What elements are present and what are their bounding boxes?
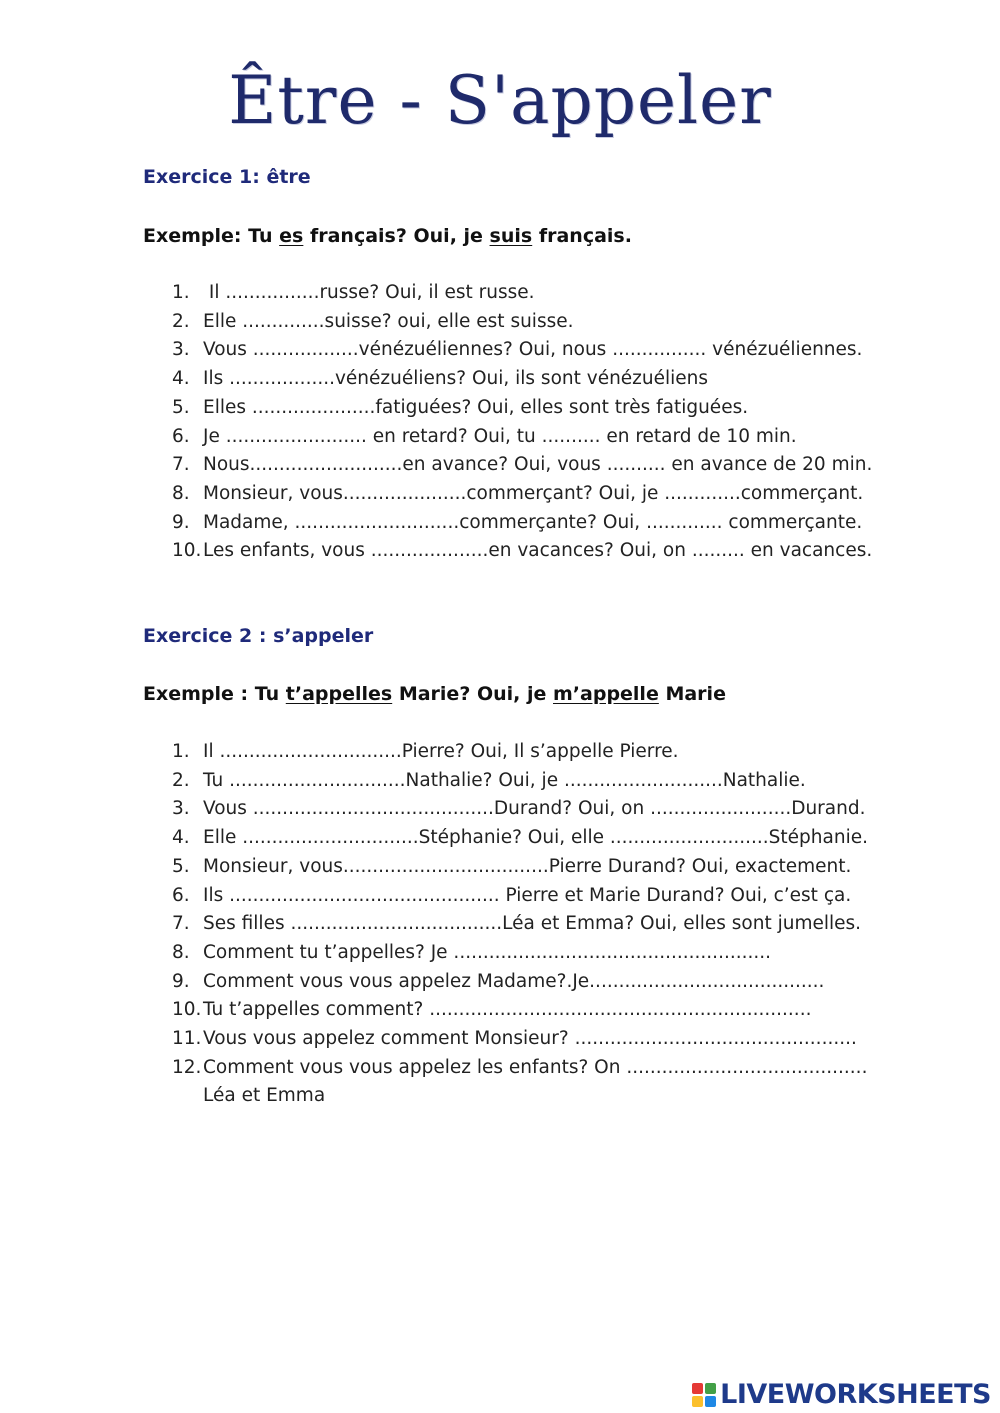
list-item bbox=[172, 1054, 868, 1111]
item-text: Comment vous vous appelez les enfants? On ......................................... bbox=[203, 1056, 868, 1078]
item-number: 9. bbox=[172, 970, 190, 992]
item-text: Vous .........................................Durand? Oui, on ........................Durand. bbox=[203, 798, 866, 820]
item-text: Ils ..................vénézuéliens? Oui, ils sont vénézuéliens bbox=[203, 368, 709, 390]
example-text: français. bbox=[532, 225, 632, 247]
item-text: Tu t’appelles comment? ................................................................. bbox=[203, 999, 812, 1021]
item-number: 8. bbox=[172, 941, 190, 963]
example-underlined: m’appelle bbox=[553, 683, 659, 705]
item-number: 10. bbox=[172, 540, 202, 562]
list-item bbox=[172, 279, 872, 308]
list-item bbox=[172, 767, 868, 796]
item-text: Monsieur, vous...................................Pierre Durand? Oui, exactement. bbox=[203, 855, 852, 877]
item-number: 11. bbox=[172, 1028, 202, 1050]
liveworksheets-brand[interactable] bbox=[692, 1379, 991, 1410]
item-number: 6. bbox=[172, 425, 190, 447]
liveworksheets-logo-icon bbox=[692, 1383, 716, 1407]
item-content bbox=[203, 308, 574, 337]
item-content bbox=[203, 968, 824, 997]
item-content bbox=[203, 537, 872, 566]
list-item bbox=[172, 451, 872, 480]
item-text: Comment tu t’appelles? Je ...................................................... bbox=[203, 941, 771, 963]
item-text: Il ...............................Pierre? Oui, Il s’appelle Pierre. bbox=[203, 741, 679, 762]
exercise-2-example bbox=[143, 683, 726, 705]
item-text: Monsieur, vous.....................commerçant? Oui, je .............commerçant. bbox=[203, 482, 864, 504]
item-text: Il ................russe? Oui, il est russe. bbox=[203, 282, 535, 303]
item-number: 5. bbox=[172, 396, 190, 418]
item-content bbox=[203, 767, 806, 796]
item-text: Je ........................ en retard? Oui, tu .......... en retard de 10 min. bbox=[203, 425, 797, 447]
list-item bbox=[172, 824, 868, 853]
item-content bbox=[203, 910, 861, 939]
list-item bbox=[172, 365, 872, 394]
item-content bbox=[203, 939, 771, 968]
list-item bbox=[172, 423, 872, 452]
list-item bbox=[172, 939, 868, 968]
item-number: 2. bbox=[172, 769, 190, 791]
list-item bbox=[172, 968, 868, 997]
list-item bbox=[172, 509, 872, 538]
item-number: 12. bbox=[172, 1056, 202, 1078]
example-underlined: es bbox=[279, 225, 304, 247]
exercise-1-list bbox=[172, 279, 872, 566]
brand-name: LIVEWORKSHEETS bbox=[720, 1379, 991, 1410]
item-number: 3. bbox=[172, 339, 190, 361]
item-text: Les enfants, vous ....................en vacances? Oui, on ......... en vacances. bbox=[203, 540, 873, 562]
item-text: Vous ..................vénézuéliennes? Oui, nous ................ vénézuéliennes. bbox=[203, 339, 863, 361]
example-text: Marie bbox=[658, 683, 726, 705]
list-item bbox=[172, 795, 868, 824]
item-content bbox=[203, 279, 535, 308]
item-content bbox=[203, 451, 872, 480]
example-text: Exemple : Tu bbox=[143, 683, 286, 705]
exercise-2-list bbox=[172, 738, 868, 1111]
item-content bbox=[203, 365, 708, 394]
list-item bbox=[172, 1025, 868, 1054]
item-text: Madame, ............................commerçante? Oui, ............. commerçante. bbox=[203, 511, 863, 533]
item-number: 1. bbox=[172, 282, 190, 303]
item-text: Elle ..............................Stéphanie? Oui, elle ...........................Stéphanie. bbox=[203, 827, 868, 849]
list-item bbox=[172, 738, 868, 767]
item-content bbox=[203, 336, 862, 365]
list-item bbox=[172, 910, 868, 939]
item-content bbox=[203, 1054, 867, 1111]
item-number: 5. bbox=[172, 855, 190, 877]
item-number: 1. bbox=[172, 741, 190, 762]
list-item bbox=[172, 308, 872, 337]
example-underlined: suis bbox=[489, 225, 533, 247]
item-content bbox=[203, 824, 868, 853]
page-title: Être - S'appeler bbox=[228, 62, 772, 139]
item-text: Elle ..............suisse? oui, elle est suisse. bbox=[203, 310, 574, 332]
item-text: Ses filles ....................................Léa et Emma? Oui, elles sont jumelles. bbox=[203, 913, 862, 935]
exercise-2-heading: Exercice 2 : s’appeler bbox=[143, 625, 374, 647]
item-content bbox=[203, 853, 851, 882]
example-underlined: t’appelles bbox=[285, 683, 393, 705]
item-number: 2. bbox=[172, 310, 190, 332]
item-text: Elles .....................fatiguées? Oui, elles sont très fatiguées. bbox=[203, 396, 749, 418]
item-text: Nous..........................en avance? Oui, vous .......... en avance de 20 min. bbox=[203, 454, 873, 476]
item-text: Tu ..............................Nathalie? Oui, je ...........................Nathalie. bbox=[203, 769, 806, 791]
item-content bbox=[203, 795, 865, 824]
example-text: Exemple: Tu bbox=[143, 225, 280, 247]
item-number: 10. bbox=[172, 999, 202, 1021]
item-number: 8. bbox=[172, 482, 190, 504]
list-item bbox=[172, 336, 872, 365]
list-item bbox=[172, 537, 872, 566]
item-number: 6. bbox=[172, 884, 190, 906]
item-text: Vous vous appelez comment Monsieur? ................................................ bbox=[203, 1028, 857, 1050]
item-number: 7. bbox=[172, 913, 190, 935]
item-content bbox=[203, 423, 797, 452]
exercise-1-heading: Exercice 1: être bbox=[143, 166, 311, 188]
exercise-1-example bbox=[143, 225, 632, 247]
list-item bbox=[172, 853, 868, 882]
list-item bbox=[172, 480, 872, 509]
item-text-continuation: Léa et Emma bbox=[203, 1085, 326, 1107]
item-content bbox=[203, 996, 811, 1025]
list-item bbox=[172, 882, 868, 911]
item-content bbox=[203, 882, 851, 911]
item-text: Comment vous vous appelez Madame?.Je........................................ bbox=[203, 970, 825, 992]
item-number: 7. bbox=[172, 454, 190, 476]
example-text: Marie? Oui, je bbox=[392, 683, 553, 705]
item-content bbox=[203, 509, 862, 538]
item-content bbox=[203, 394, 748, 423]
item-number: 9. bbox=[172, 511, 190, 533]
item-number: 4. bbox=[172, 368, 190, 390]
item-number: 4. bbox=[172, 827, 190, 849]
item-content bbox=[203, 738, 679, 767]
list-item bbox=[172, 394, 872, 423]
item-content bbox=[203, 1025, 857, 1054]
item-content bbox=[203, 480, 863, 509]
item-text: Ils .............................................. Pierre et Marie Durand? Oui, c’est ça. bbox=[203, 884, 852, 906]
list-item bbox=[172, 996, 868, 1025]
item-number: 3. bbox=[172, 798, 190, 820]
example-text: français? Oui, je bbox=[303, 225, 490, 247]
